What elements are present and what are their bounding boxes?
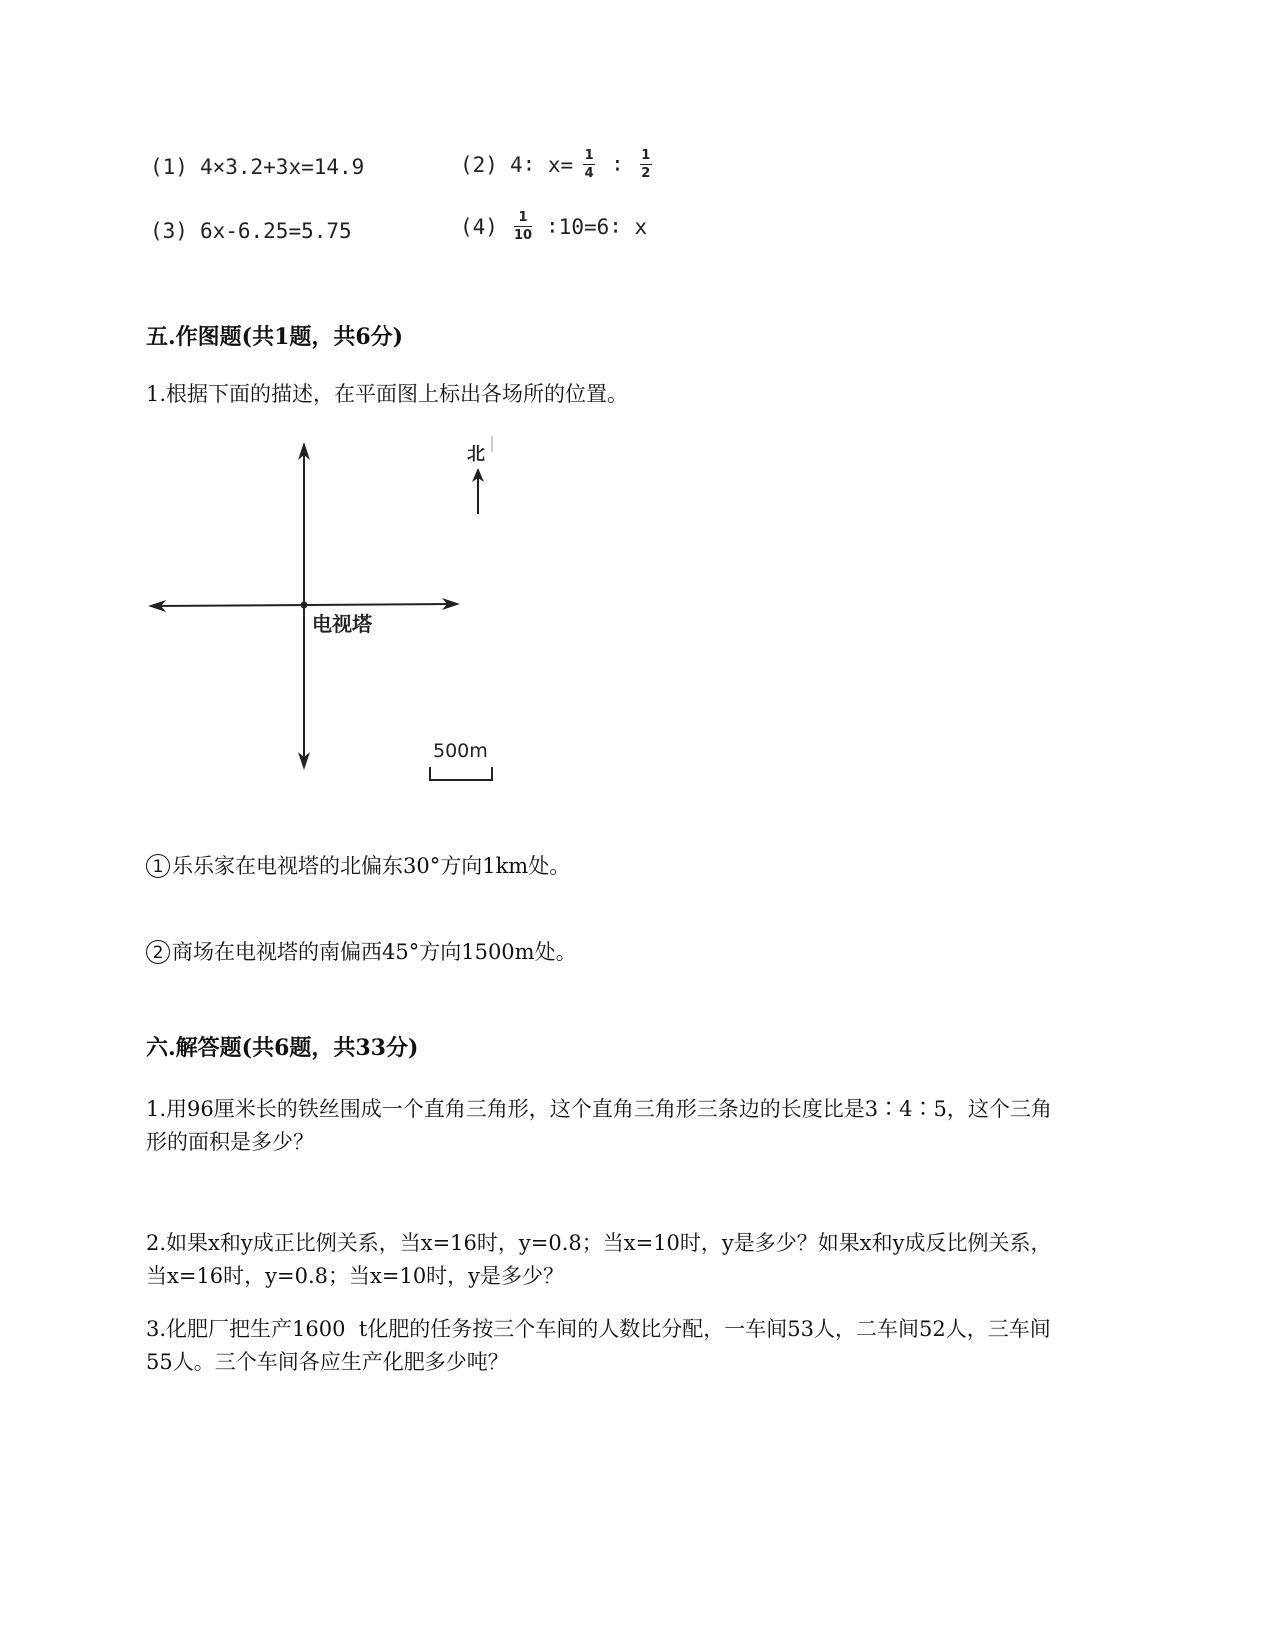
section-5-question-1: 1.根据下面的描述，在平面图上标出各场所的位置。 xyxy=(146,382,629,406)
fraction-bar xyxy=(640,164,652,165)
fraction-bar xyxy=(514,226,532,227)
equation-4 xyxy=(460,210,647,243)
section-6-question-3: 3.化肥厂把生产1600 t化肥的任务按三个车间的人数比分配，一车间53人，二车间52人，三车间55人。三个车间各应生产化肥多少吨？ xyxy=(146,1317,1051,1374)
equation-2 xyxy=(460,148,662,181)
north-label: 北 xyxy=(467,444,485,465)
scale-label: 500m xyxy=(433,740,488,762)
circled-number: 1 xyxy=(146,854,170,878)
equation-label: (4) xyxy=(460,214,498,239)
section-6-question-2: 2.如果x和y成正比例关系，当x=16时，y=0.8；当x=10时，y是多少？如果x和y成反比例关系，当x=16时，y=0.8；当x=10时，y是多少？ xyxy=(146,1231,1052,1288)
equation-1 xyxy=(150,155,364,179)
equation-3 xyxy=(150,219,352,243)
equation-expression: 4×3.2+3x=14.9 xyxy=(199,155,365,179)
fraction-denominator: 2 xyxy=(641,166,651,181)
fraction xyxy=(583,148,595,181)
section-5-item-2 xyxy=(146,936,577,969)
fraction-numerator: 1 xyxy=(584,148,594,163)
ratio-colon: ∶ xyxy=(611,152,624,177)
section-5-item-1 xyxy=(146,850,570,883)
item-text: 乐乐家在电视塔的北偏东30°方向1km处。 xyxy=(172,854,571,878)
center-label: 电视塔 xyxy=(312,612,372,636)
fraction xyxy=(514,210,532,243)
fraction-bar xyxy=(583,164,595,165)
fraction-denominator: 10 xyxy=(513,228,533,243)
section-6-question-1: 1.用96厘米长的铁丝围成一个直角三角形，这个直角三角形三条边的长度比是3∶4∶5，这个三角形的面积是多少？ xyxy=(146,1097,1052,1154)
section-5-heading: 五.作图题(共1题，共6分) xyxy=(146,324,404,350)
equation-expression: 6x-6.25=5.75 xyxy=(199,219,352,243)
fraction xyxy=(640,148,652,181)
equation-label: (3) xyxy=(150,219,188,243)
scale-bar xyxy=(430,767,492,780)
circled-number: 2 xyxy=(146,940,170,964)
item-text: 商场在电视塔的南偏西45°方向1500m处。 xyxy=(172,940,577,964)
equation-label: (2) xyxy=(460,152,498,177)
map-diagram xyxy=(140,430,520,800)
section-6-heading: 六.解答题(共6题，共33分) xyxy=(146,1035,419,1061)
fraction-numerator: 1 xyxy=(641,148,651,163)
center-point xyxy=(301,602,308,609)
fraction-denominator: 4 xyxy=(584,166,594,181)
equation-expression: ∶10=6∶ x xyxy=(546,214,648,239)
equation-expression: 4∶ x= xyxy=(509,152,574,177)
fraction-numerator: 1 xyxy=(518,210,528,225)
equation-label: (1) xyxy=(150,155,188,179)
